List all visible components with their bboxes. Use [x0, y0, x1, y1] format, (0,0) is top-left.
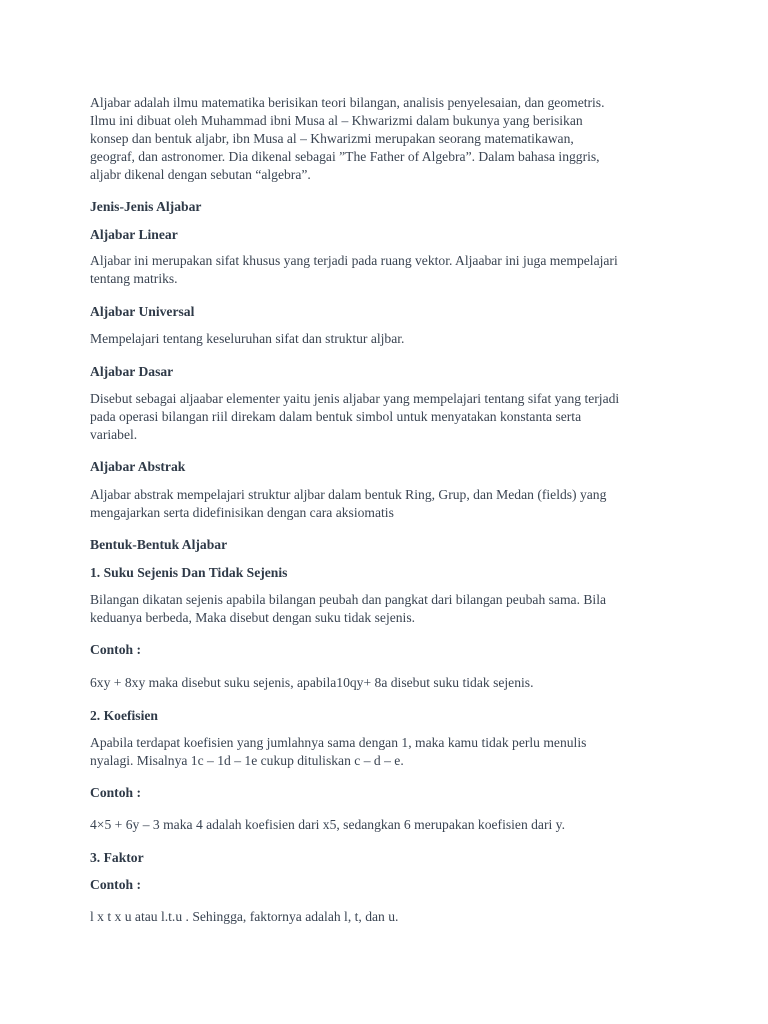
jenis-heading: Jenis-Jenis Aljabar: [90, 199, 202, 214]
koefisien-line: Apabila terdapat koefisien yang jumlahnya sama dengan 1, maka kamu tidak perlu menulis: [90, 735, 587, 750]
koefisien-title: 2. Koefisien: [90, 708, 158, 723]
dasar-line: pada operasi bilangan riil direkam dalam bentuk simbol untuk menyatakan konstanta serta: [90, 409, 582, 424]
suku-title: 1. Suku Sejenis Dan Tidak Sejenis: [90, 565, 288, 580]
universal-paragraph: [90, 330, 690, 348]
suku-paragraph: [90, 591, 690, 627]
intro-line: Ilmu ini dibuat oleh Muhammad ibni Musa al – Khwarizmi dalam bukunya yang berisikan: [90, 113, 583, 128]
koefisien-paragraph: [90, 734, 690, 770]
dasar-line: Disebut sebagai aljaabar elementer yaitu jenis aljabar yang mempelajari tentang sifat yang terjadi: [90, 391, 620, 406]
intro-line: konsep dan bentuk aljabr, ibn Musa al – Khwarizmi merupakan seorang matematikawan,: [90, 131, 574, 146]
linear-paragraph: [90, 252, 690, 288]
koefisien-contoh-text: 4×5 + 6y – 3 maka 4 adalah koefisien dari x5, sedangkan 6 merupakan koefisien dari y.: [90, 817, 565, 832]
abstrak-title: Aljabar Abstrak: [90, 459, 186, 474]
faktor-contoh-label: Contoh :: [90, 877, 141, 892]
intro-line: Aljabar adalah ilmu matematika berisikan teori bilangan, analisis penyelesaian, dan geometris.: [90, 95, 605, 110]
faktor-title: 3. Faktor: [90, 850, 144, 865]
dasar-line: variabel.: [90, 427, 138, 442]
suku-contoh-text: 6xy + 8xy maka disebut suku sejenis, apabila10qy+ 8a disebut suku tidak sejenis.: [90, 675, 534, 690]
koefisien-contoh-label: Contoh :: [90, 785, 141, 800]
linear-title: Aljabar Linear: [90, 227, 178, 242]
abstrak-line: Aljabar abstrak mempelajari struktur aljbar dalam bentuk Ring, Grup, dan Medan (fields) yang: [90, 487, 607, 502]
intro-line: geograf, dan astronomer. Dia dikenal sebagai ”The Father of Algebra”. Dalam bahasa inggris,: [90, 149, 600, 164]
intro-line: aljabr dikenal dengan sebutan “algebra”.: [90, 167, 311, 182]
bentuk-heading: Bentuk-Bentuk Aljabar: [90, 537, 228, 552]
intro-paragraph: [90, 94, 690, 184]
universal-line: Mempelajari tentang keseluruhan sifat dan struktur aljbar.: [90, 331, 405, 346]
linear-line: Aljabar ini merupakan sifat khusus yang terjadi pada ruang vektor. Aljaabar ini juga mempelajari: [90, 253, 618, 268]
koefisien-line: nyalagi. Misalnya 1c – 1d – 1e cukup dituliskan c – d – e.: [90, 753, 404, 768]
suku-contoh-label: Contoh :: [90, 642, 141, 657]
dasar-paragraph: [90, 390, 690, 444]
suku-line: Bilangan dikatan sejenis apabila bilangan peubah dan pangkat dari bilangan peubah sama. Bila: [90, 592, 607, 607]
universal-title: Aljabar Universal: [90, 304, 195, 319]
linear-line: tentang matriks.: [90, 271, 178, 286]
faktor-contoh-text: l x t x u atau l.t.u . Sehingga, faktornya adalah l, t, dan u.: [90, 909, 399, 924]
abstrak-line: mengajarkan serta didefinisikan dengan cara aksiomatis: [90, 505, 394, 520]
dasar-title: Aljabar Dasar: [90, 364, 174, 379]
suku-line: keduanya berbeda, Maka disebut dengan suku tidak sejenis.: [90, 610, 416, 625]
abstrak-paragraph: [90, 486, 690, 522]
